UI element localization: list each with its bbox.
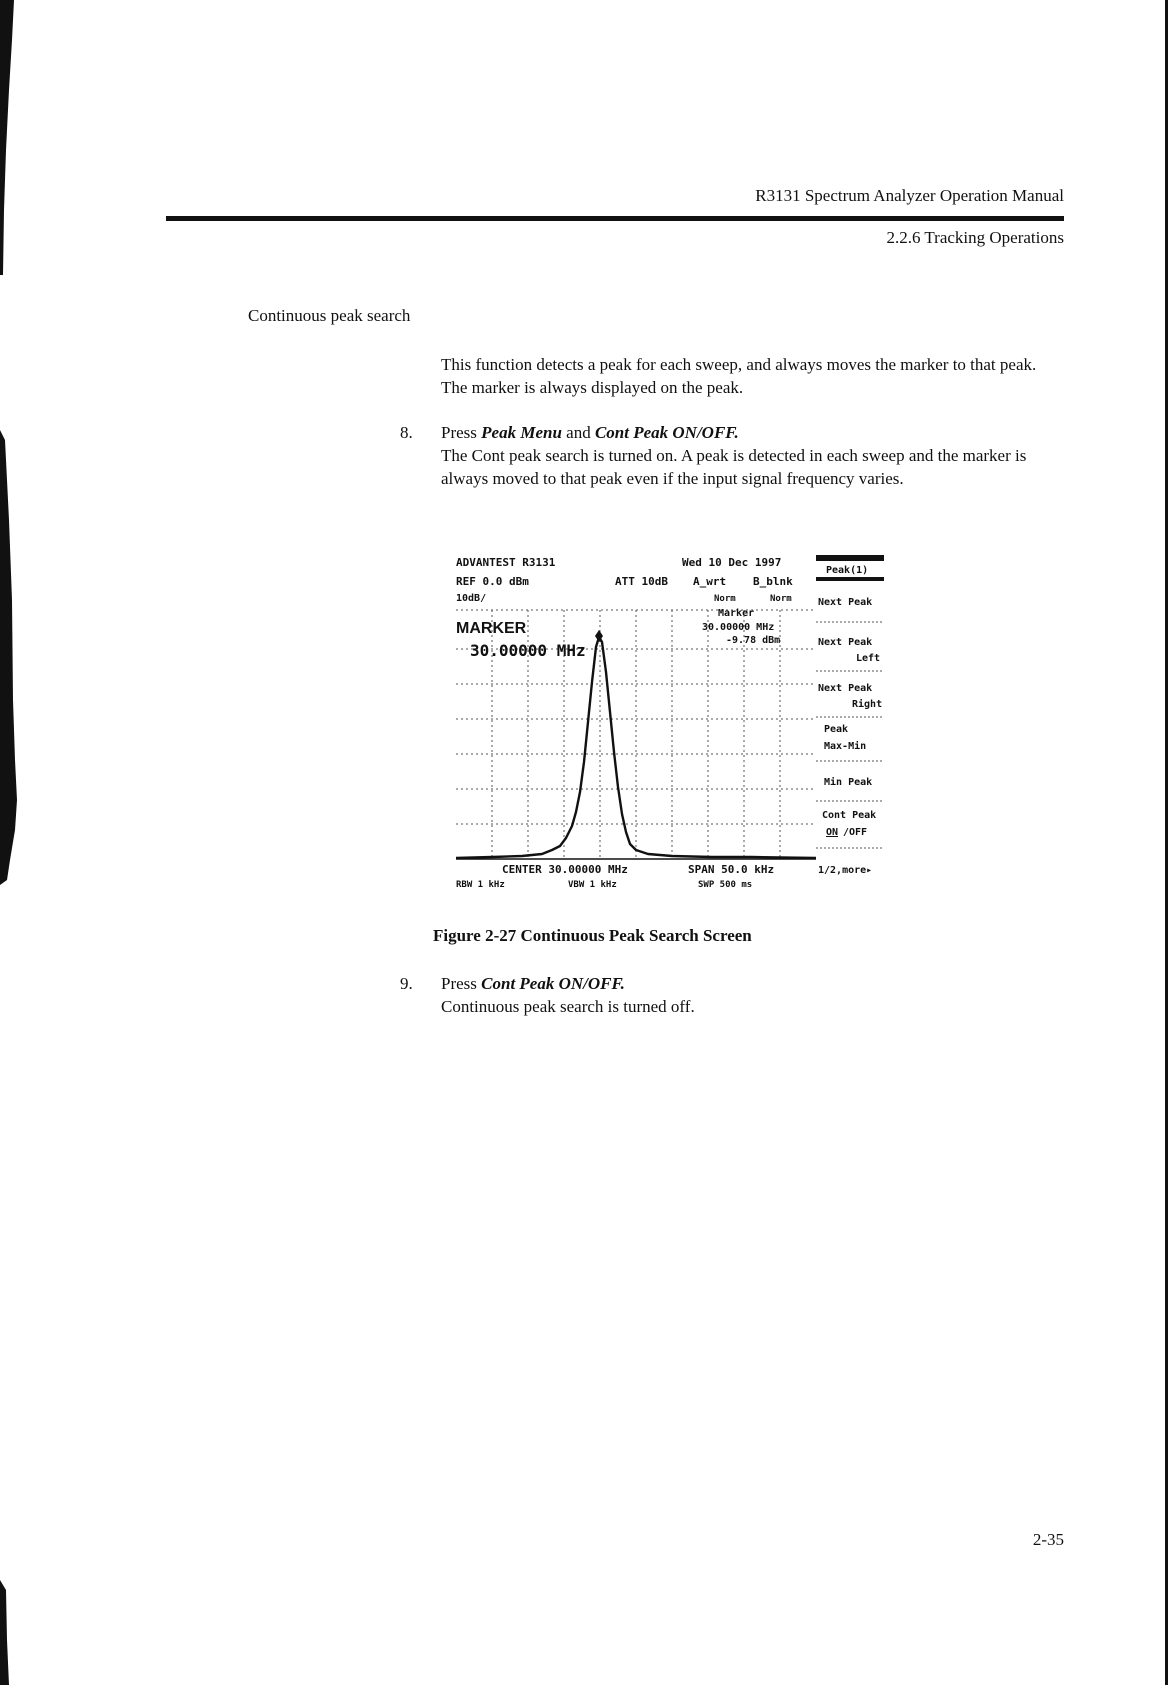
scan-edge-left	[0, 0, 22, 1685]
marker-label: Marker	[718, 608, 755, 619]
marker-frequency-large: 30.00000 MHz	[470, 641, 586, 660]
marker-title-large: MARKER	[456, 620, 527, 637]
command-cont-peak: Cont Peak ON/OFF.	[481, 974, 625, 993]
detector-norm-2: Norm	[770, 594, 792, 604]
softkey-menu	[816, 555, 884, 876]
softkey-cont-peak-on: ON	[826, 827, 839, 838]
span: SPAN 50.0 kHz	[688, 863, 775, 876]
attenuation: ATT 10dB	[615, 575, 668, 588]
analyzer-screen-figure	[452, 552, 898, 896]
softkey-peak-max-min-line2: Max-Min	[824, 741, 867, 752]
header-rule	[166, 216, 1064, 221]
manual-title: R3131 Spectrum Analyzer Operation Manual	[755, 186, 1064, 205]
softkey-next-peak-left[interactable]: Next Peak	[818, 637, 873, 648]
page-number: 2-35	[1032, 1530, 1064, 1549]
softkey-next-peak-right-line2: Right	[852, 699, 883, 710]
softkey-cont-peak[interactable]: Cont Peak	[822, 810, 877, 821]
date-label: Wed 10 Dec 1997	[682, 556, 782, 569]
brand-label: ADVANTEST R3131	[456, 556, 556, 569]
step-description: Continuous peak search is turned off.	[441, 997, 695, 1016]
command-peak-menu: Peak Menu	[481, 423, 562, 442]
joiner-word: and	[566, 423, 591, 442]
detector-norm-1: Norm	[714, 594, 736, 604]
sweep-time: SWP 500 ms	[698, 880, 753, 890]
rbw: RBW 1 kHz	[456, 880, 505, 890]
step-instruction	[441, 421, 1065, 444]
step-9	[400, 972, 1065, 1018]
press-word: Press	[441, 423, 477, 442]
scale-label: 10dB/	[456, 593, 487, 604]
softkey-title-bar-bottom	[816, 577, 884, 581]
marker-level: -9.78 dBm	[726, 635, 781, 646]
center-frequency: CENTER 30.00000 MHz	[502, 863, 628, 876]
softkey-min-peak[interactable]: Min Peak	[824, 777, 873, 788]
section-heading: Continuous peak search	[248, 306, 411, 325]
step-body	[441, 421, 1065, 490]
step-instruction	[441, 972, 1065, 995]
vbw: VBW 1 kHz	[568, 880, 617, 890]
step-8	[400, 421, 1065, 490]
softkey-next-peak[interactable]: Next Peak	[818, 597, 873, 608]
intro-paragraph: This function detects a peak for each sweep, and always moves the marker to that peak. The marker is always displayed on the peak.	[441, 355, 1037, 397]
step-body	[441, 972, 1065, 1018]
step-number: 8.	[400, 423, 413, 442]
step-description: The Cont peak search is turned on. A peak is detected in each sweep and the marker is always moved to that peak even if the input signal frequency varies.	[441, 446, 1027, 488]
command-cont-peak: Cont Peak ON/OFF.	[594, 423, 739, 442]
section-title: 2.2.6 Tracking Operations	[886, 228, 1064, 247]
analyzer-screen	[452, 552, 898, 896]
softkey-title-bar-top	[816, 555, 884, 561]
step-number: 9.	[400, 974, 413, 993]
softkey-next-peak-right[interactable]: Next Peak	[818, 683, 873, 694]
trace-a-mode: A_wrt	[693, 575, 727, 588]
figure-caption: Figure 2-27 Continuous Peak Search Screen	[433, 926, 752, 945]
softkey-peak-max-min[interactable]: Peak	[824, 724, 849, 735]
ref-level: REF 0.0 dBm	[456, 575, 529, 588]
press-word: Press	[441, 974, 477, 993]
softkey-next-peak-left-line2: Left	[856, 653, 881, 664]
trace-b-mode: B_blnk	[753, 575, 793, 588]
softkey-cont-peak-off: /OFF	[843, 827, 868, 838]
marker-frequency-small: 30.00000 MHz	[702, 622, 775, 633]
softkey-more[interactable]: 1/2,more▸	[818, 865, 873, 876]
softkey-title: Peak(1)	[826, 565, 869, 576]
